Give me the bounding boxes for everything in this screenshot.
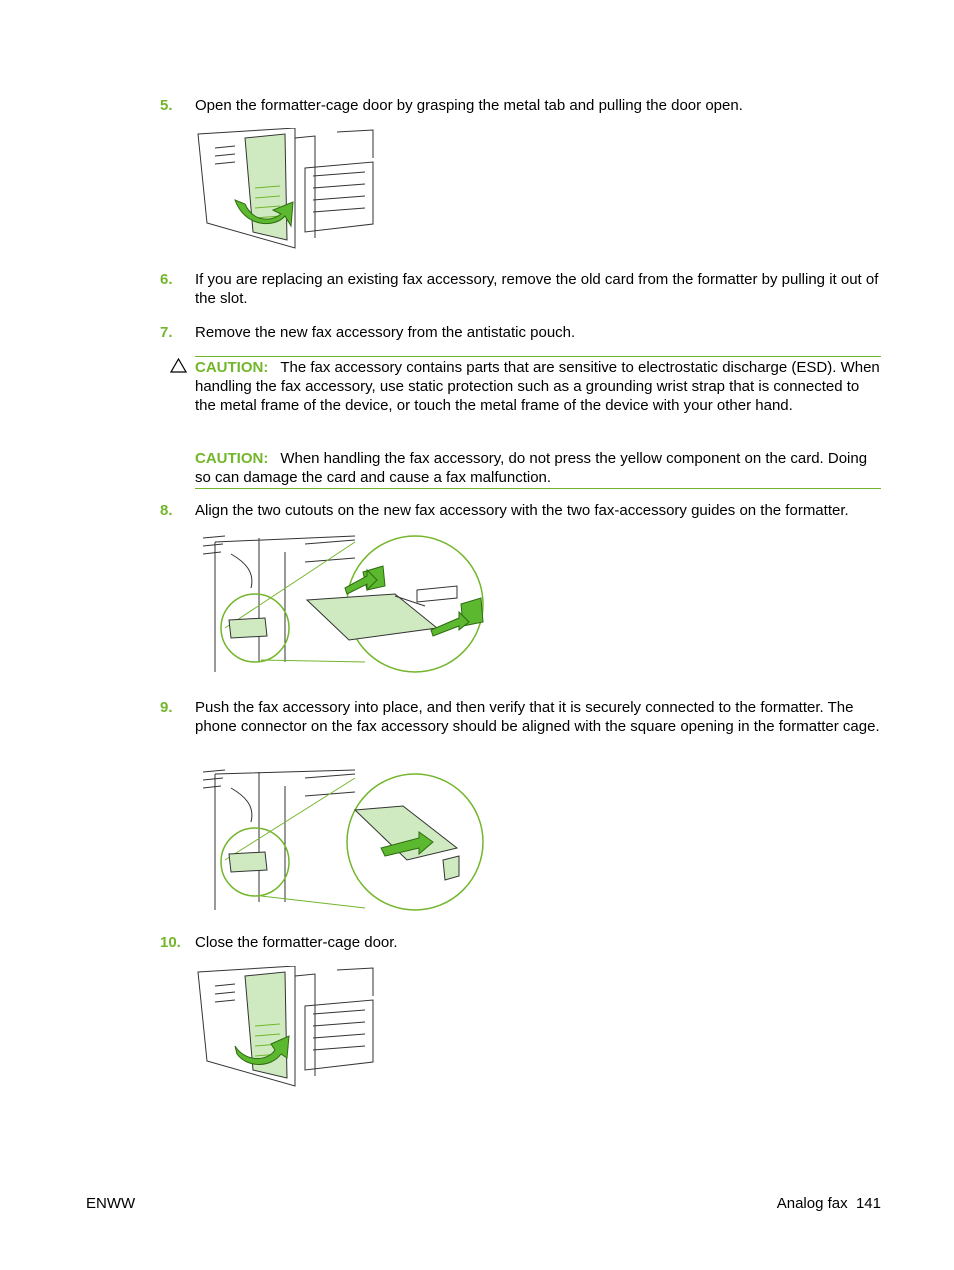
page-number: 141 [855,1195,881,1212]
step-text: Open the formatter-cage door by grasping the metal tab and pulling the door open. [195,97,743,114]
caution-triangle-icon [170,358,187,373]
caution-yellow-component [195,449,881,487]
figure-push-fax-card [195,768,487,914]
figure-align-fax-card [195,532,487,676]
caution-text: The fax accessory contains parts that are sensitive to electrostatic discharge (ESD). When handling the fax accessory, use static protection such as a grounding wrist strap that is connected to the metal frame of the device, or touch the metal frame of the device with your other hand. [195,359,880,414]
footer-left: ENWW [86,1195,136,1212]
figure-open-formatter-door [195,128,377,252]
step-text: If you are replacing an existing fax accessory, remove the old card from the formatter by pulling it out of the slot. [195,271,879,307]
step-6 [160,270,882,308]
figure-close-formatter-door [195,966,377,1090]
caution-box [195,356,881,489]
step-number: 10. [160,934,181,951]
footer-right [777,1194,881,1213]
step-text: Align the two cutouts on the new fax accessory with the two fax-accessory guides on the formatter. [195,502,849,519]
step-number: 6. [160,271,173,288]
step-number: 9. [160,699,173,716]
step-number: 5. [160,97,173,114]
step-number: 8. [160,502,173,519]
caution-label: CAUTION: [195,359,269,376]
footer-section: Analog fax [776,1195,848,1212]
step-9 [160,698,882,756]
caution-label: CAUTION: [195,450,269,467]
step-number: 7. [160,324,173,341]
step-text: Remove the new fax accessory from the antistatic pouch. [195,324,576,341]
step-text: Close the formatter-cage door. [195,934,398,951]
caution-esd [195,358,881,415]
step-text: Push the fax accessory into place, and then verify that it is securely connected to the formatter. The phone connector on the fax accessory should be aligned with the square opening in the formatter cage. [195,699,880,735]
caution-text: When handling the fax accessory, do not press the yellow component on the card. Doing so can damage the card and cause a fax malfunction. [195,450,868,486]
